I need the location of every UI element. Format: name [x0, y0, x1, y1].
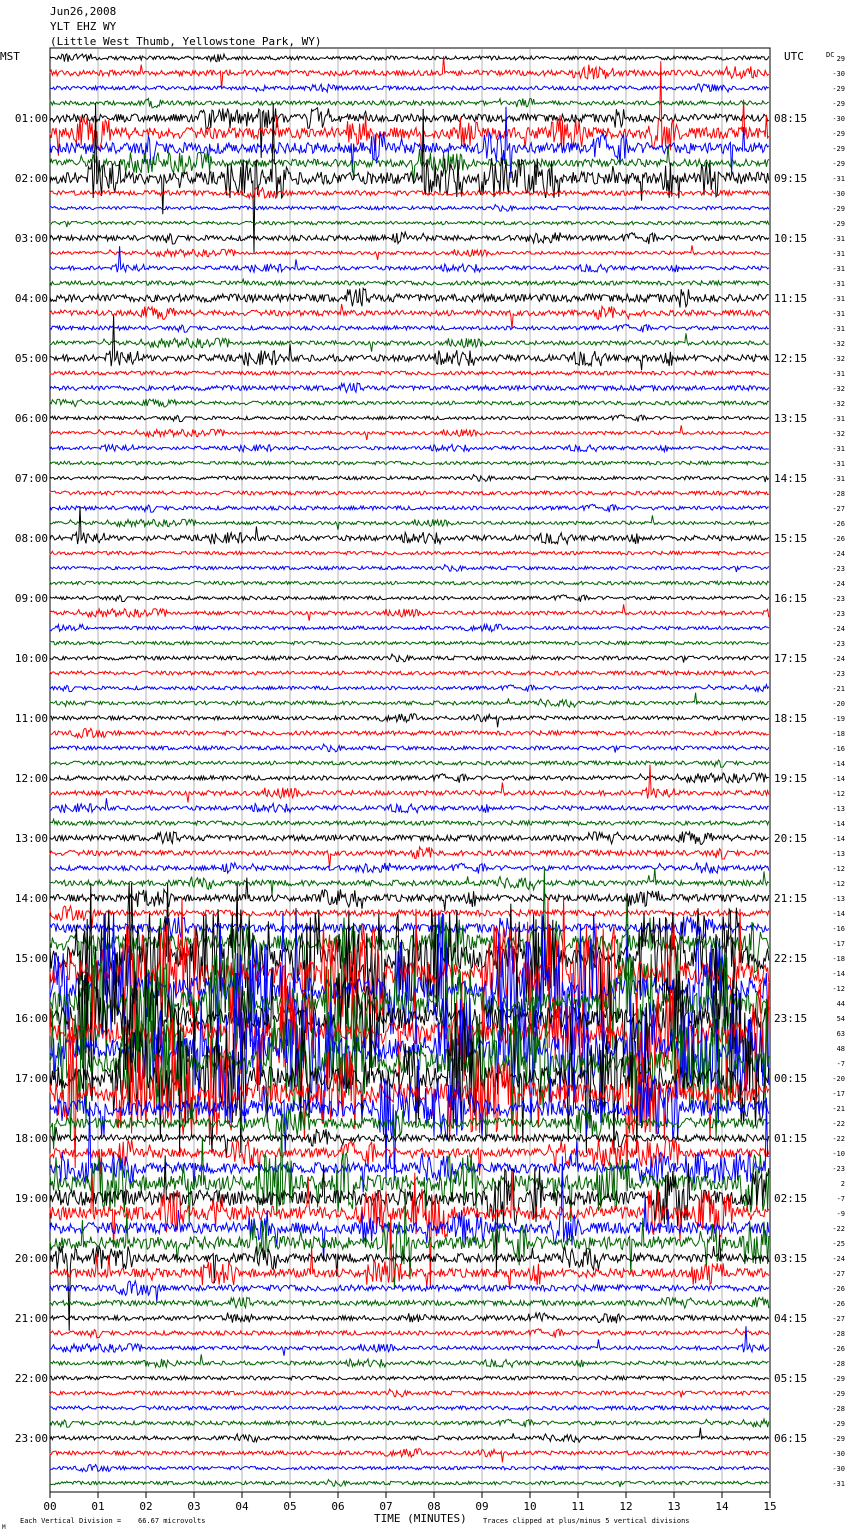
x-tick-label: 02	[139, 1500, 153, 1513]
dc-offset-label: -14	[832, 970, 845, 978]
left-hour-label: 15:00	[14, 952, 48, 965]
dc-offset-label: -21	[832, 1105, 845, 1113]
trace-row	[50, 1329, 769, 1338]
trace-row	[50, 581, 769, 585]
left-hour-label: 03:00	[14, 232, 48, 245]
x-tick-label: 06	[331, 1500, 345, 1513]
dc-offset-label: -10	[832, 1150, 845, 1158]
right-hour-label: 18:15	[774, 712, 808, 725]
x-axis-title: TIME (MINUTES)	[374, 1512, 467, 1525]
left-hour-label: 08:00	[14, 532, 48, 545]
dc-offset-label: -29	[832, 220, 845, 228]
dc-offset-label: -23	[832, 595, 845, 603]
trace-row	[50, 1376, 769, 1380]
dc-offset-label: -31	[832, 325, 845, 333]
dc-offset-label: -29	[832, 1435, 845, 1443]
trace-row	[50, 1465, 769, 1472]
trace-row	[50, 415, 769, 422]
trace-row	[50, 1297, 769, 1308]
trace-row	[50, 693, 769, 708]
dc-offset-label: -26	[832, 535, 845, 543]
corner-mark: M	[2, 1524, 6, 1531]
trace-row	[50, 595, 769, 602]
trace-row	[50, 1313, 769, 1324]
dc-offset-label: -13	[832, 850, 845, 858]
trace-row	[50, 221, 769, 227]
trace-row	[50, 654, 769, 662]
trace-row	[50, 765, 769, 803]
x-tick-label: 00	[43, 1500, 57, 1513]
dc-offset-label: -31	[832, 370, 845, 378]
x-tick-label: 15	[763, 1500, 777, 1513]
dc-offset-label: 44	[836, 1000, 845, 1008]
trace-row	[50, 641, 769, 645]
dc-offset-label: -31	[832, 415, 845, 423]
x-tick-label: 07	[379, 1500, 393, 1513]
dc-offset-label: -12	[832, 790, 845, 798]
left-hour-label: 14:00	[14, 892, 48, 905]
dc-offset-label: -26	[832, 520, 845, 528]
x-tick-label: 12	[619, 1500, 633, 1513]
dc-offset-label: -19	[832, 715, 845, 723]
dc-offset-label: -25	[832, 1240, 845, 1248]
trace-row	[50, 1354, 769, 1367]
header-date: Jun26,2008	[50, 5, 117, 18]
dc-offset-label: -18	[832, 730, 845, 738]
trace-row	[50, 847, 769, 868]
left-hour-label: 16:00	[14, 1012, 48, 1025]
clip-note: Traces clipped at plus/minus 5 vertical divisions	[483, 1517, 690, 1525]
dc-offset-label: -7	[836, 1195, 845, 1203]
trace-row	[50, 515, 769, 530]
right-hour-label: 05:15	[774, 1372, 808, 1385]
dc-offset-label: -32	[832, 400, 845, 408]
trace-row	[50, 333, 769, 351]
trace-row	[50, 868, 769, 895]
dc-offset-label: -29	[832, 1390, 845, 1398]
dc-offset-label: -31	[832, 280, 845, 288]
trace-row	[50, 773, 769, 783]
trace-row	[50, 1281, 769, 1302]
dc-offset-label: -28	[832, 1405, 845, 1413]
dc-offset-label: -29	[832, 205, 845, 213]
left-hour-label: 23:00	[14, 1432, 48, 1445]
right-hour-label: 04:15	[774, 1312, 808, 1325]
dc-offset-label: -29	[832, 145, 845, 153]
right-hour-label: 14:15	[774, 472, 808, 485]
dc-offset-label: -23	[832, 1165, 845, 1173]
dc-offset-label: -23	[832, 640, 845, 648]
dc-offset-label: -23	[832, 670, 845, 678]
dc-offset-label: -26	[832, 1300, 845, 1308]
right-axis-label: UTC	[784, 50, 804, 63]
dc-offset-label: -20	[832, 700, 845, 708]
dc-offset-label: -13	[832, 895, 845, 903]
dc-offset-label: -28	[832, 1330, 845, 1338]
dc-offset-label: -18	[832, 955, 845, 963]
right-hour-label: 06:15	[774, 1432, 808, 1445]
trace-row	[50, 304, 769, 329]
dc-offset-label: -31	[832, 460, 845, 468]
dc-offset-label: -12	[832, 880, 845, 888]
dc-offset-label: -16	[832, 925, 845, 933]
dc-offset-label: -32	[832, 355, 845, 363]
trace-row	[50, 551, 769, 555]
dc-offset-label: -30	[832, 1450, 845, 1458]
dc-offset-label: -29	[832, 160, 845, 168]
trace-row	[50, 1428, 769, 1443]
dc-offset-label: -31	[832, 445, 845, 453]
right-hour-label: 22:15	[774, 952, 808, 965]
dc-offset-label: -31	[832, 1480, 845, 1488]
dc-offset-label: -29	[832, 130, 845, 138]
right-hour-label: 20:15	[774, 832, 808, 845]
dc-offset-label: -29	[832, 1375, 845, 1383]
trace-row	[50, 324, 769, 332]
left-hour-label: 02:00	[14, 172, 48, 185]
dc-offset-label: -17	[832, 940, 845, 948]
scale-note: Each Vertical Division = 66.67 microvolts	[20, 1517, 206, 1525]
right-hour-label: 09:15	[774, 172, 808, 185]
trace-row	[50, 188, 769, 199]
left-hour-label: 17:00	[14, 1072, 48, 1085]
dc-offset-label: -26	[832, 1345, 845, 1353]
dc-offset-label: -12	[832, 985, 845, 993]
trace-row	[50, 279, 769, 285]
header-location: (Little West Thumb, Yellowstone Park, WY)	[50, 35, 322, 48]
trace-row	[50, 1389, 769, 1397]
x-tick-label: 10	[523, 1500, 537, 1513]
trace-row	[50, 103, 769, 253]
trace-row	[50, 906, 769, 927]
dc-offset-label: -24	[832, 550, 845, 558]
dc-offset-label: -32	[832, 385, 845, 393]
trace-row	[50, 1419, 769, 1427]
dc-offset-label: -24	[832, 625, 845, 633]
x-tick-label: 04	[235, 1500, 249, 1513]
plot-grid	[50, 48, 770, 1498]
dc-offset-label: -29	[832, 100, 845, 108]
trace-row	[50, 728, 769, 737]
dc-offset-label: -17	[832, 1090, 845, 1098]
dc-offset-label: -26	[832, 1285, 845, 1293]
dc-offset-label: -14	[832, 775, 845, 783]
trace-row	[50, 445, 769, 452]
dc-offset-label: -21	[832, 685, 845, 693]
trace-row	[50, 399, 769, 407]
left-hour-label: 05:00	[14, 352, 48, 365]
left-hour-label: 19:00	[14, 1192, 48, 1205]
trace-row	[50, 1326, 769, 1356]
right-hour-label: 23:15	[774, 1012, 808, 1025]
dc-offset-label: 63	[836, 1030, 845, 1038]
trace-row	[50, 506, 769, 544]
right-hour-label: 08:15	[774, 112, 808, 125]
trace-row	[50, 1449, 769, 1463]
dc-offset-label: -23	[832, 610, 845, 618]
trace-row	[50, 798, 769, 813]
trace-row	[50, 1480, 769, 1487]
trace-row	[50, 714, 769, 728]
x-tick-label: 09	[475, 1500, 489, 1513]
dc-offset-label: 48	[836, 1045, 845, 1053]
left-hour-label: 07:00	[14, 472, 48, 485]
trace-row	[50, 54, 769, 62]
dc-offset-label: -22	[832, 1135, 845, 1143]
trace-row	[50, 671, 769, 675]
dc-offset-label: -31	[832, 475, 845, 483]
trace-row	[50, 819, 769, 825]
dc-offset-label: -22	[832, 1120, 845, 1128]
trace-row	[50, 504, 769, 512]
dc-offset-label: -14	[832, 820, 845, 828]
dc-offset-label: -14	[832, 910, 845, 918]
trace-row	[50, 383, 769, 392]
left-hour-label: 10:00	[14, 652, 48, 665]
dc-offset-label: -27	[832, 505, 845, 513]
left-hour-label: 21:00	[14, 1312, 48, 1325]
trace-row	[50, 425, 769, 440]
x-tick-label: 08	[427, 1500, 441, 1513]
left-axis-label: MST	[0, 50, 20, 63]
left-hour-label: 06:00	[14, 412, 48, 425]
left-hour-label: 18:00	[14, 1132, 48, 1145]
trace-row	[50, 565, 769, 572]
trace-row	[50, 245, 769, 260]
dc-offset-label: -31	[832, 295, 845, 303]
dc-offset-label: -30	[832, 1465, 845, 1473]
right-hour-label: 02:15	[774, 1192, 808, 1205]
dc-offset-label: -20	[832, 1075, 845, 1083]
right-hour-label: 16:15	[774, 592, 808, 605]
dc-offset-label: -28	[832, 1360, 845, 1368]
dc-offset-label: -16	[832, 745, 845, 753]
dc-offset-label: -31	[832, 310, 845, 318]
right-hour-label: 21:15	[774, 892, 808, 905]
dc-offset-label: -12	[832, 865, 845, 873]
dc-offset-label: -27	[832, 1315, 845, 1323]
right-hour-label: 12:15	[774, 352, 808, 365]
dc-offset-label: 2	[840, 1180, 845, 1188]
right-hour-label: 00:15	[774, 1072, 808, 1085]
trace-row	[50, 863, 769, 874]
trace-row	[50, 232, 769, 244]
trace-row	[50, 288, 769, 307]
dc-offset-label: -24	[832, 580, 845, 588]
x-tick-label: 05	[283, 1500, 297, 1513]
right-hour-label: 11:15	[774, 292, 808, 305]
x-tick-label: 03	[187, 1500, 201, 1513]
trace-row	[50, 760, 769, 767]
trace-row	[50, 205, 769, 212]
trace-row	[50, 475, 769, 482]
dc-label: DC	[826, 51, 835, 59]
dc-offset-label: -31	[832, 250, 845, 258]
right-hour-label: 01:15	[774, 1132, 808, 1145]
trace-row	[50, 744, 769, 752]
dc-offset-label: -31	[832, 235, 845, 243]
dc-offset-label: -24	[832, 655, 845, 663]
dc-offset-label: -27	[832, 1270, 845, 1278]
dc-offset-label: -29	[832, 1420, 845, 1428]
right-hour-label: 13:15	[774, 412, 808, 425]
dc-offset-label: -14	[832, 835, 845, 843]
x-tick-label: 01	[91, 1500, 105, 1513]
dc-offset-label: -30	[832, 190, 845, 198]
dc-offset-label: -29	[832, 85, 845, 93]
left-hour-label: 04:00	[14, 292, 48, 305]
dc-offset-label: -23	[832, 565, 845, 573]
axis-labels	[15, 55, 845, 1513]
dc-offset-label: -13	[832, 805, 845, 813]
left-hour-label: 22:00	[14, 1372, 48, 1385]
dc-offset-label: -14	[832, 760, 845, 768]
trace-row	[50, 832, 769, 845]
dc-offset-label: 29	[836, 55, 845, 63]
dc-offset-label: -7	[836, 1060, 845, 1068]
right-hour-label: 10:15	[774, 232, 808, 245]
dc-offset-label: -32	[832, 340, 845, 348]
dc-offset-label: -30	[832, 115, 845, 123]
left-hour-label: 09:00	[14, 592, 48, 605]
dc-offset-label: -31	[832, 265, 845, 273]
trace-row	[50, 371, 769, 375]
x-tick-label: 13	[667, 1500, 681, 1513]
right-hour-label: 17:15	[774, 652, 808, 665]
dc-offset-label: -32	[832, 430, 845, 438]
right-hour-label: 03:15	[774, 1252, 808, 1265]
trace-row	[50, 461, 769, 465]
trace-row	[50, 624, 769, 631]
seismic-traces	[50, 54, 769, 1487]
right-hour-label: 19:15	[774, 772, 808, 785]
trace-row	[50, 491, 769, 495]
dc-offset-label: -22	[832, 1225, 845, 1233]
dc-offset-label: 54	[836, 1015, 845, 1023]
dc-offset-label: -31	[832, 175, 845, 183]
header-station: YLT EHZ WY	[50, 20, 117, 33]
trace-row	[50, 685, 769, 692]
x-tick-label: 11	[571, 1500, 585, 1513]
left-hour-label: 13:00	[14, 832, 48, 845]
left-hour-label: 12:00	[14, 772, 48, 785]
trace-row	[50, 1406, 769, 1410]
dc-offset-label: -9	[836, 1210, 845, 1218]
left-hour-label: 01:00	[14, 112, 48, 125]
dc-offset-label: -24	[832, 1255, 845, 1263]
trace-row	[50, 604, 769, 621]
dc-offset-label: -28	[832, 490, 845, 498]
left-hour-label: 20:00	[14, 1252, 48, 1265]
left-hour-label: 11:00	[14, 712, 48, 725]
dc-offset-label: -30	[832, 70, 845, 78]
right-hour-label: 15:15	[774, 532, 808, 545]
trace-row	[50, 246, 769, 272]
x-tick-label: 14	[715, 1500, 729, 1513]
